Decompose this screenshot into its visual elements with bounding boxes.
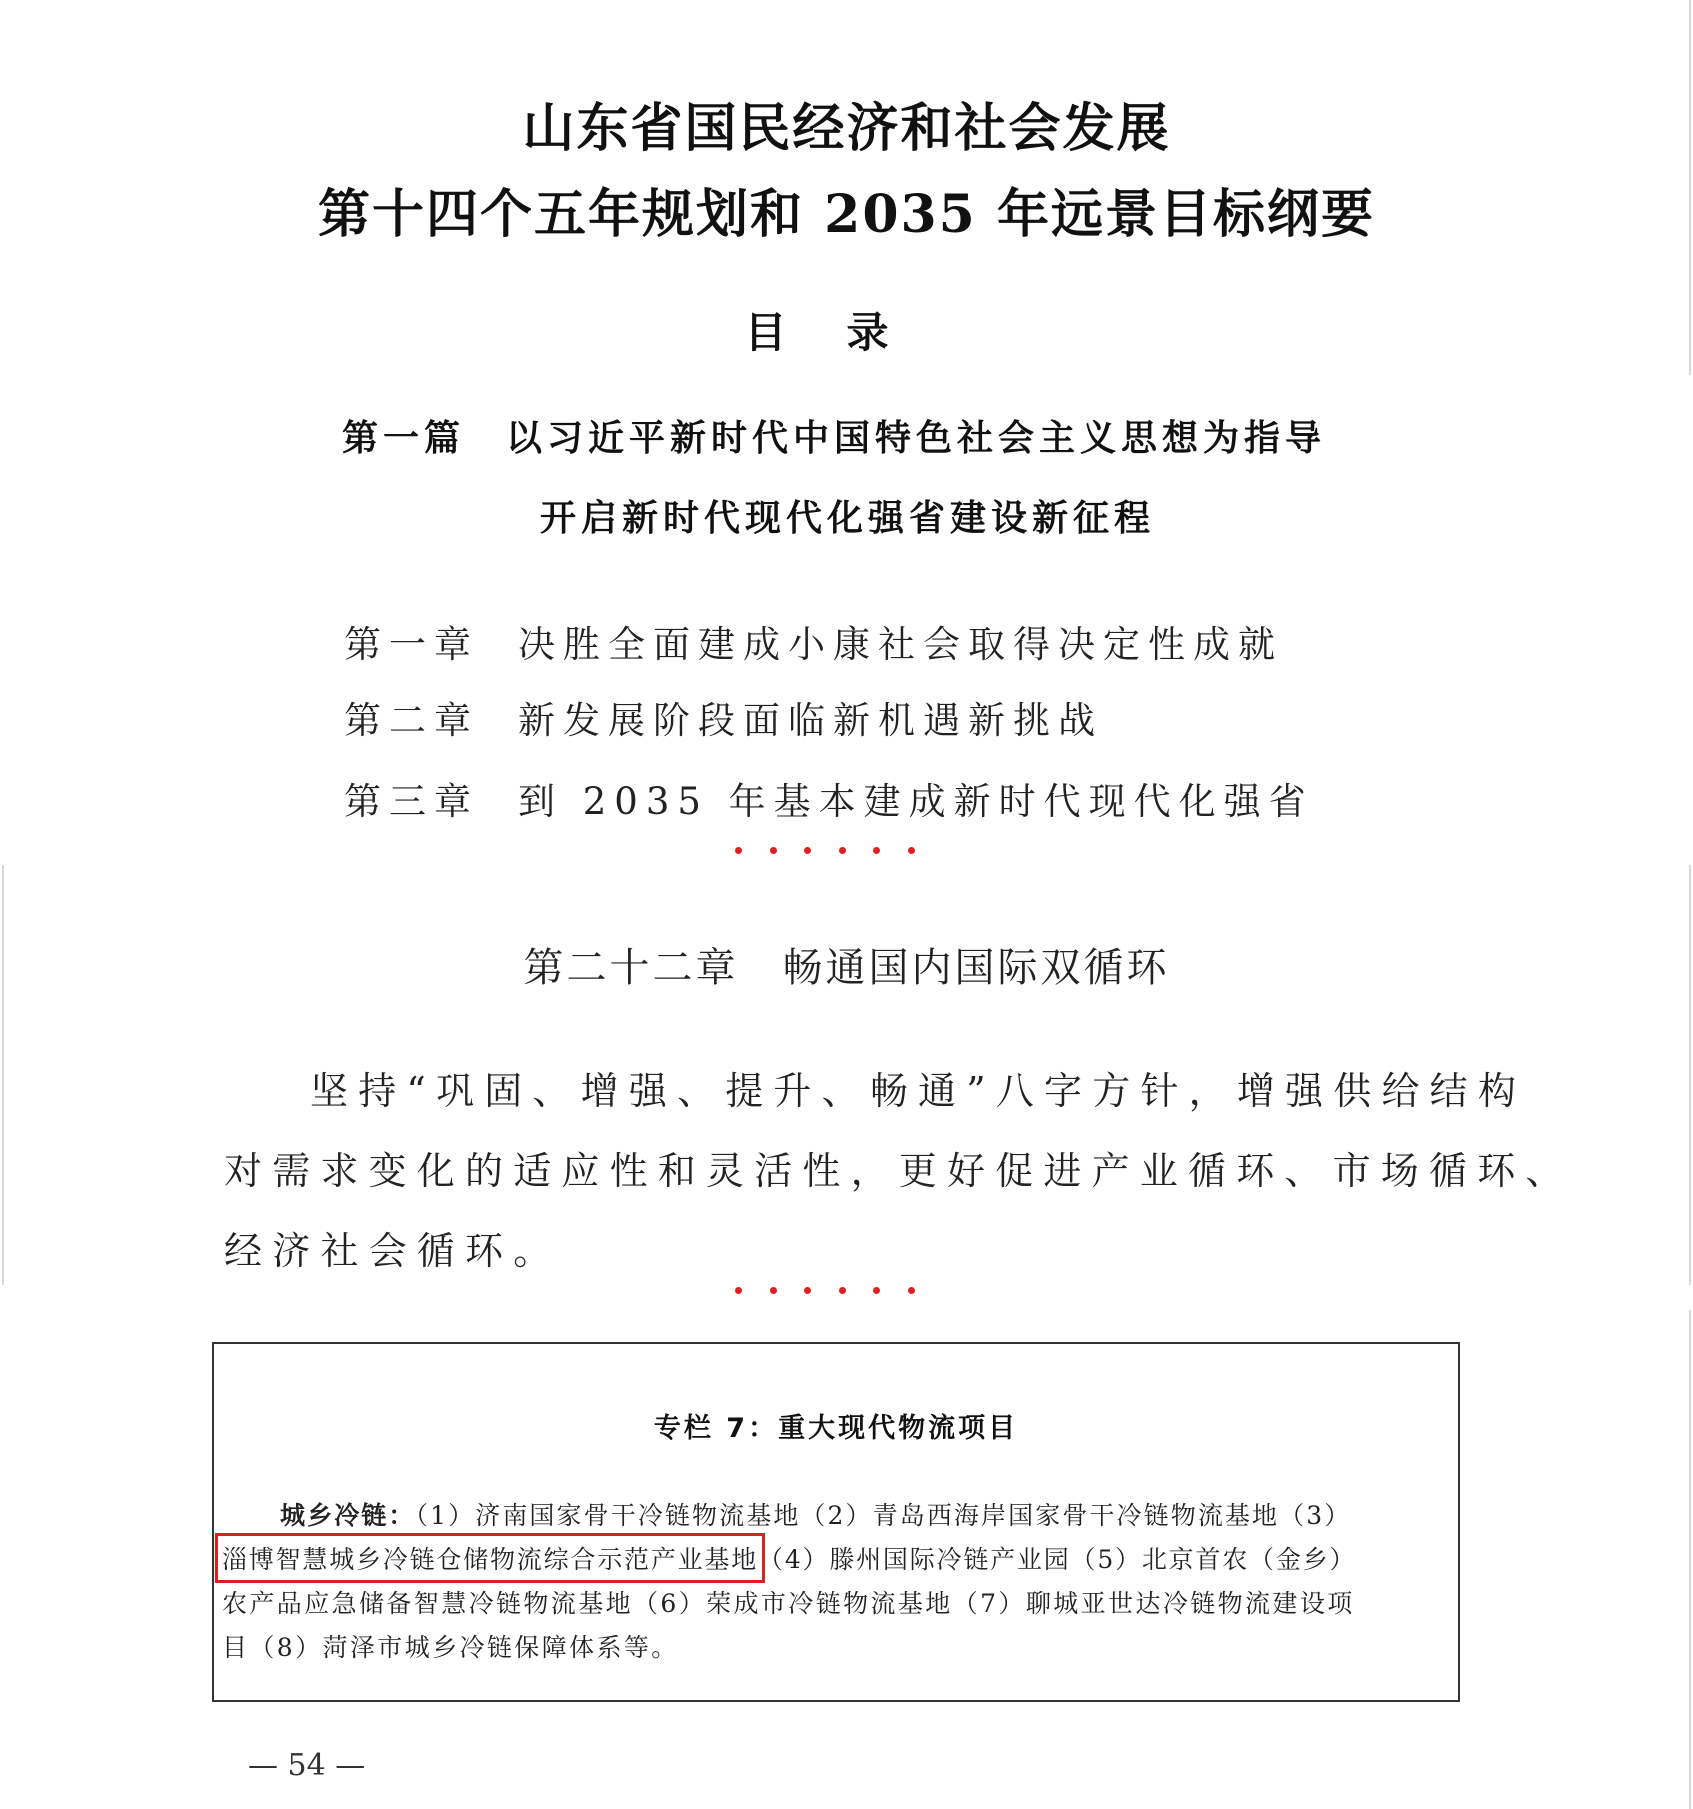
chapter-title: 决胜全面建成小康社会取得决定性成就 (518, 623, 1283, 666)
column-box-line (280, 1496, 1351, 1532)
chapter-title: 到 2035 年基本建成新时代现代化强省 (518, 780, 1314, 823)
column-box (212, 1342, 1460, 1702)
toc-chapter-row (344, 771, 1314, 825)
ellipsis-marker (735, 844, 915, 856)
page-number: — 54 — (248, 1748, 366, 1783)
toc-chapter-row (344, 690, 1103, 744)
chapter-number: 第二章 (344, 699, 479, 742)
part1-title-line2: 开启新时代现代化强省建设新征程 (540, 498, 1156, 539)
paragraph-line: 经济社会循环。 (224, 1229, 562, 1273)
project-list-text: （1）济南国家骨干冷链物流基地（2）青岛西海岸国家骨干冷链物流基地（3） (415, 1501, 1352, 1530)
part1-title-line1: 第一篇 以习近平新时代中国特色社会主义思想为指导 (342, 418, 1327, 459)
document-title-line2: 第十四个五年规划和 2035 年远景目标纲要 (318, 184, 1375, 245)
paragraph-line: 坚持“巩固、增强、提升、畅通”八字方针，增强供给结构 (310, 1069, 1527, 1113)
column-box-line: 目（8）菏泽市城乡冷链保障体系等。 (222, 1633, 679, 1662)
column-box-line: 农产品应急储备智慧冷链物流基地（6）荣成市冷链物流基地（7）聊城亚世达冷链物流建设项 (222, 1589, 1355, 1618)
category-label: 城乡冷链： (280, 1501, 416, 1530)
chapter-number: 第一章 (344, 623, 479, 666)
scan-edge (1689, 865, 1691, 1285)
paragraph-line: 对需求变化的适应性和灵活性，更好促进产业循环、市场循环、 (224, 1149, 1574, 1193)
highlighted-project: 淄博智慧城乡冷链仓储物流综合示范产业基地 (222, 1540, 758, 1576)
project-list-text: （4）滕州国际冷链产业园（5）北京首农（金乡） (758, 1545, 1357, 1574)
chapter22-title: 畅通国内国际双循环 (782, 945, 1170, 991)
chapter22-number: 第二十二章 (523, 945, 739, 991)
column-box-line (222, 1540, 1356, 1576)
scan-edge (1689, 1310, 1691, 1809)
toc-chapter-row (344, 614, 1283, 668)
toc-heading: 目录 (744, 308, 949, 357)
document-title-line1: 山东省国民经济和社会发展 (522, 98, 1171, 159)
chapter-number: 第三章 (344, 780, 479, 823)
chapter-title: 新发展阶段面临新机遇新挑战 (518, 699, 1103, 742)
scan-edge (2, 865, 4, 1285)
ellipsis-marker (735, 1284, 915, 1296)
chapter22-heading (0, 936, 1693, 993)
column-box-title: 专栏 7：重大现代物流项目 (653, 1413, 1019, 1444)
